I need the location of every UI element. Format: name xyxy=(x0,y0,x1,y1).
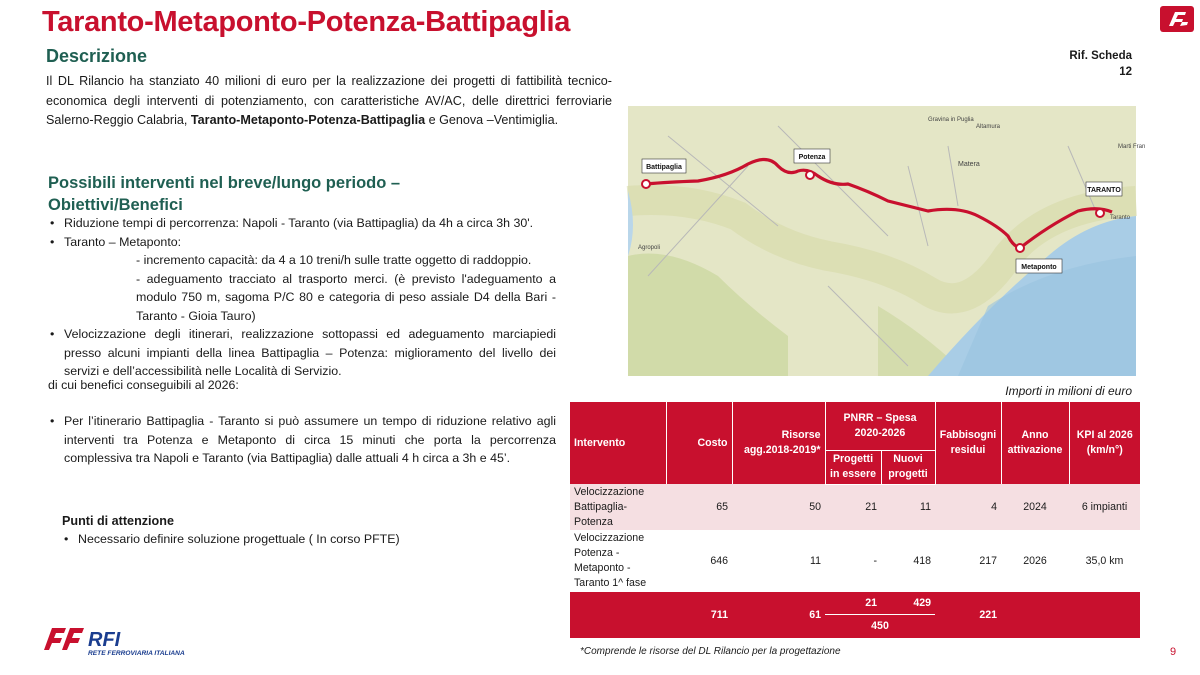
descrizione-heading: Descrizione xyxy=(46,46,148,66)
bullet-dot-icon: • xyxy=(50,216,55,230)
rfi-logo-text: RFI xyxy=(88,629,121,651)
interventi-heading: Possibili interventi nel breve/lungo periodo – Obiettivi/Benefici xyxy=(48,174,401,214)
page-title: Taranto-Metaponto-Potenza-Battipaglia xyxy=(42,6,571,38)
bullet-text: Riduzione tempi di percorrenza: Napoli - Taranto (via Battipaglia) da 4h a circa 3h 30'. xyxy=(64,216,534,230)
bullet-text: Velocizzazione degli itinerari, realizzazione sottopassi ed adeguamento marciapiedi presso alcuni impianti della linea Battipaglia – Potenza: miglioramento del livello dei servizi e dell’accessibilità nelle Località di Servizio. xyxy=(64,327,556,378)
cell-anno: 2024 xyxy=(1023,501,1047,513)
cell-progetti-essere: 21 xyxy=(865,501,877,514)
descrizione-text xyxy=(46,72,612,131)
map-town-altamura: Altamura xyxy=(976,124,1001,130)
table-row xyxy=(570,484,1140,530)
cell-kpi: 6 impianti xyxy=(1081,501,1128,513)
rfi-mark-icon xyxy=(62,628,84,650)
total-kpi xyxy=(1069,592,1140,638)
rfi-mark-icon xyxy=(44,628,66,650)
rfi-logo-subtext: RETE FERROVIARIA ITALIANA xyxy=(88,650,185,657)
label-taranto xyxy=(1086,182,1122,196)
header-intervento: Intervento xyxy=(570,402,666,484)
header-anno: Anno attivazione xyxy=(1001,402,1069,484)
total-nuovi-progetti: 429 xyxy=(881,592,935,614)
bullet-item xyxy=(48,214,556,233)
table-row xyxy=(570,530,1140,592)
cell-fabbisogni: 217 xyxy=(979,555,997,567)
bullet-dot-icon: • xyxy=(50,327,55,341)
importi-note: Importi in milioni di euro xyxy=(1005,384,1132,398)
sub-item: - adeguamento tracciato al trasporto merci. (è previsto l'adeguamento a modulo 750 m, sagoma P/C 80 e categoria di peso assiale D4 della Bari - Taranto - Gioia Tauro) xyxy=(136,271,556,323)
table-footnote: *Comprende le risorse del DL Rilancio per la progettazione xyxy=(580,646,841,657)
rif-scheda xyxy=(1040,48,1132,80)
cell-intervento: Velocizzazione Potenza - Metaponto - Taranto 1^ fase xyxy=(574,532,647,589)
punti-heading: Punti di attenzione xyxy=(62,514,174,528)
label-metaponto xyxy=(1016,259,1062,273)
bullet-item xyxy=(48,233,556,252)
rfi-logo xyxy=(40,620,216,660)
bullet-text: Necessario definire soluzione progettuale ( In corso PFTE) xyxy=(78,532,400,546)
label-potenza xyxy=(794,149,830,163)
map-town-matera: Matera xyxy=(958,161,980,168)
station-dot xyxy=(806,171,814,179)
cell-fabbisogni: 4 xyxy=(991,501,997,513)
benefici-bullets xyxy=(48,412,556,468)
funding-table xyxy=(570,402,1140,638)
station-dot xyxy=(642,180,650,188)
svg-text:Battipaglia: Battipaglia xyxy=(646,164,682,171)
total-pnrr: 450 xyxy=(871,620,889,633)
map-town-martina: Marti Fran xyxy=(1118,144,1146,150)
header-nuovi-progetti: Nuovi progetti xyxy=(881,450,935,484)
map-town-agropoli: Agropoli xyxy=(638,245,661,251)
interventi-bullets xyxy=(48,214,556,381)
station-dot xyxy=(1016,244,1024,252)
cell-kpi: 35,0 km xyxy=(1085,555,1124,567)
page-number: 9 xyxy=(1170,646,1177,658)
sub-item: - incremento capacità: da 4 a 10 treni/h sulle tratte oggetto di raddoppio. xyxy=(136,253,532,267)
cell-nuovi-progetti: 418 xyxy=(913,555,931,567)
svg-text:TARANTO: TARANTO xyxy=(1087,187,1121,194)
header-risorse: Risorse agg.2018-2019* xyxy=(732,402,825,484)
rif-number: 12 xyxy=(1119,66,1132,78)
total-progetti-essere: 21 xyxy=(825,592,881,614)
fs-logo-icon xyxy=(1160,6,1194,32)
header-pnrr: PNRR – Spesa 2020-2026 xyxy=(825,402,935,450)
cell-nuovi-progetti: 11 xyxy=(920,501,931,514)
desc-text-a: Il DL Rilancio ha stanziato 40 milioni di euro per la realizzazione dei progetti di fattibilità tecnico-economica degli interventi di potenziamento, con caratteristiche AV/AC, delle direttrici ferroviarie Salerno-Reggio Calabria, xyxy=(46,74,612,127)
rif-label: Rif. Scheda xyxy=(1069,50,1132,62)
cell-anno: 2026 xyxy=(1023,555,1047,567)
benefici-intro: di cui benefici conseguibili al 2026: xyxy=(48,378,239,392)
bullet-item xyxy=(62,530,482,549)
cell-costo: 646 xyxy=(710,555,728,567)
header-progetti-essere: Progetti in essere xyxy=(825,450,881,484)
bullet-dot-icon: • xyxy=(50,414,55,428)
bullet-dot-icon: • xyxy=(50,234,55,249)
total-fabbisogni: 221 xyxy=(979,609,997,621)
route-map xyxy=(628,106,1146,376)
total-row xyxy=(570,592,1140,614)
cell-risorse: 11 xyxy=(810,555,821,567)
cell-costo: 65 xyxy=(716,501,728,513)
cell-risorse: 50 xyxy=(809,501,821,513)
punti-bullets xyxy=(62,530,482,549)
total-costo: 711 xyxy=(710,609,728,621)
desc-text-b: e Genova –Ventimiglia. xyxy=(425,113,559,127)
cell-progetti-essere: - xyxy=(873,555,877,567)
station-dot xyxy=(1096,209,1104,217)
map-town-gravina: Gravina in Puglia xyxy=(928,117,974,123)
label-battipaglia xyxy=(642,159,686,173)
bullet-item xyxy=(48,325,556,381)
header-fabbisogni: Fabbisogni residui xyxy=(935,402,1001,484)
bullet-text: Per l’itinerario Battipaglia - Taranto si può assumere un tempo di riduzione relativo agli interventi tra Potenza e Metaponto di circa 15 minuti che porta la percorrenza complessiva tra Napoli e Taranto (via Battipaglia) dalle attuali 4 h circa a 3h e 45’. xyxy=(64,414,556,465)
header-costo: Costo xyxy=(666,402,732,484)
desc-text-bold: Taranto-Metaponto-Potenza-Battipaglia xyxy=(190,113,426,127)
cell-intervento: Velocizzazione Battipaglia-Potenza xyxy=(574,485,645,528)
bullet-text: Taranto – Metaponto: xyxy=(64,234,182,249)
bullet-dot-icon: • xyxy=(64,532,69,546)
total-risorse: 61 xyxy=(809,609,821,621)
total-anno xyxy=(1001,592,1069,638)
svg-text:Potenza: Potenza xyxy=(798,154,826,161)
total-label xyxy=(570,592,666,638)
header-kpi: KPI al 2026 (km/n°) xyxy=(1069,402,1140,484)
map-town-taranto: Taranto xyxy=(1110,215,1131,221)
bullet-item xyxy=(48,412,556,468)
svg-text:Metaponto: Metaponto xyxy=(1021,264,1057,271)
